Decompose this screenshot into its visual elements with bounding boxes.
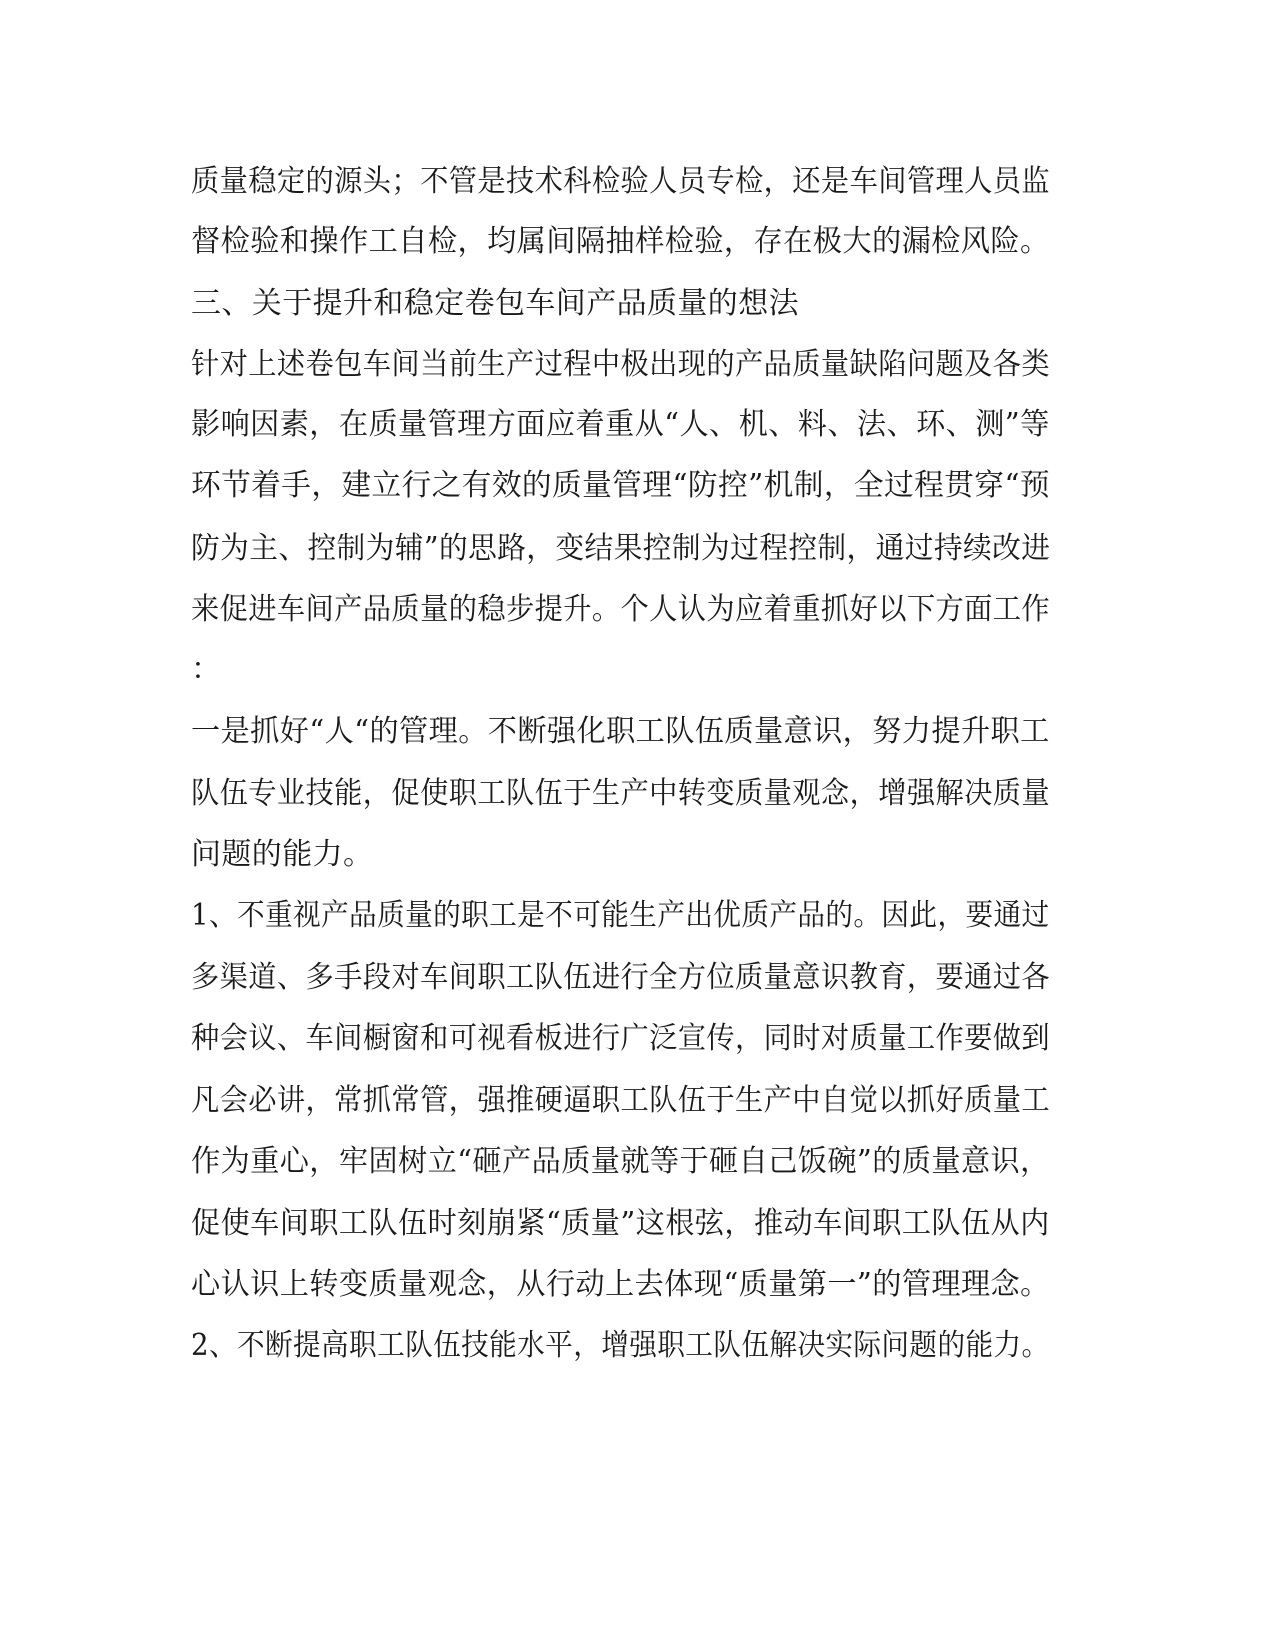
text-line-7: 防为主、控制为辅”的思路，变结果控制为过程控制，通过持续改进 [191,531,1051,566]
text-line-16: 凡会必讲，常抓常管，强推硬逼职工队伍于生产中自觉以抓好质量工 [191,1083,1050,1118]
text-line-1: 质量稳定的源头；不管是技术科检验人员专检，还是车间管理人员监 [191,164,1050,199]
text-line-15: 种会议、车间橱窗和可视看板进行广泛宣传，同时对质量工作要做到 [191,1021,1050,1056]
section-heading: 三、关于提升和稳定卷包车间产品质量的想法 [191,286,799,321]
text-line-17: 作为重心，牢固树立“砸产品质量就等于砸自己饭碗”的质量意识， [191,1144,1050,1179]
text-line-18: 促使车间职工队伍时刻崩紧“质量”这根弦，推动车间职工队伍从内 [191,1206,1050,1241]
text-line-13: 1、不重视产品质量的职工是不可能生产出优质产品的。因此，要通过 [191,898,1050,933]
text-line-5: 影响因素，在质量管理方面应着重从“人、机、料、法、环、测”等 [191,407,1050,442]
text-line-6: 环节着手，建立行之有效的质量管理“防控”机制，全过程贯穿“预 [191,468,1051,503]
text-line-12: 问题的能力。 [191,837,374,872]
text-line-8: 来促进车间产品质量的稳步提升。个人认为应着重抓好以下方面工作 [191,592,1050,627]
text-line-20: 2、不断提高职工队伍技能水平，增强职工队伍解决实际问题的能力。 [191,1328,1050,1363]
text-line-11: 队伍专业技能，促使职工队伍于生产中转变质量观念，增强解决质量 [191,776,1050,811]
text-line-9: ： [191,652,222,687]
text-line-19: 心认识上转变质量观念，从行动上去体现“质量第一”的管理理念。 [191,1267,1050,1302]
text-line-14: 多渠道、多手段对车间职工队伍进行全方位质量意识教育，要通过各 [191,960,1050,995]
text-line-4: 针对上述卷包车间当前生产过程中极出现的产品质量缺陷问题及各类 [191,347,1050,382]
text-line-2: 督检验和操作工自检，均属间隔抽样检验，存在极大的漏检风险。 [191,224,1050,259]
text-line-10: 一是抓好“人“的管理。不断强化职工队伍质量意识，努力提升职工 [191,714,1050,749]
